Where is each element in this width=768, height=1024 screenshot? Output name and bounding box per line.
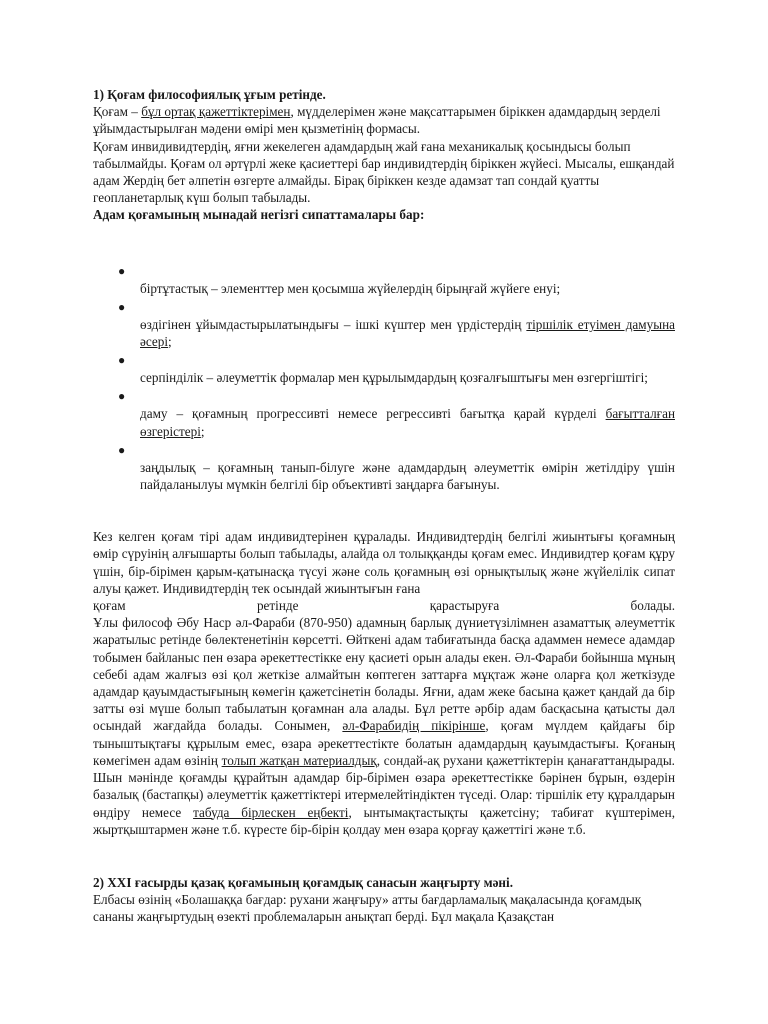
- joint-labor-link[interactable]: табуда бірлескен еңбекті: [193, 804, 349, 820]
- list-item-text: [140, 442, 675, 493]
- section1-subheading: Адам қоғамының мынадай негізгі сипаттамалары бар:: [93, 207, 425, 223]
- bullet-text: серпінділік – әлеуметтік формалар мен құрылымдардың қозғалғыштығы мен өзгергіштігі;: [140, 370, 648, 386]
- spacer: [93, 838, 675, 874]
- list-item: [93, 263, 675, 297]
- list-item: [93, 442, 675, 493]
- section1-paragraph-1: [93, 103, 675, 137]
- bullet-icon: ●: [118, 263, 126, 278]
- list-item-text: [140, 299, 675, 350]
- list-item: [93, 352, 675, 386]
- spacer: [93, 493, 675, 528]
- body-paragraph-a: Кез келген қоғам тірі адам индивидтерінен құралады. Индивидтердің белгілі жиынтығы қоғамның өмір сүруінің алғышарты болып табылады, алайда ол толыққанды қоғам емес. Индивидтер қоғам құру үшін, бір-бірімен қарым-қатынасқа түсуі және соль қоғамның өзі орнықтылық және жүйелілік сипат алуы қажет. Индивидтердің тек осындай жиынтығын ғана: [93, 529, 675, 596]
- body-c-text: Ұлы философ Әбу Наср әл-Фараби (870-950) адамның барлық дүниетүзілімнен азаматтық әлеуметтік жаратылыс ретінде бөлектенетінін көрсетті. Өйткені адам табиғатында басқа адаммен немесе адамдар тобымен байланыс пен өзара әрекеттестікке ену қасиеті орын алады екен. Әл-Фараби бойынша мұның себебі адам жалғыз өзі қол жеткізе алмайтын көптеген заттарға мұқтаж және оларға қол жеткізуде адамдар қауымдастығының көмегін қажетсінетін болады. Яғни, адам жеке басына қажет қандай да бір затты өзі мүше болып табылатын қоғамнан ала алады. Бұл ретте әрбір адам басқасына қатысты дәл осындай жағдайда болады. Сонымен,: [93, 615, 675, 734]
- body-paragraph-c: [93, 614, 675, 838]
- bullet-link[interactable]: тіршілік етуімен дамуына әсері: [140, 316, 675, 350]
- body-c-text-3: , сондай-ақ рухани қажеттіктерін қанағаттандырады. Шын мәнінде қоғамды құрайтын адамдар бір-бірімен өзара әрекеттестікке бәрінен бұрын, өздерін базалық (бастапқы) әлеуметтік қажеттіктері итермелейтіндіктен түседі. Олар: тіршілік ету құралдарын өндіру немесе: [93, 752, 675, 820]
- p1-rest: , мүдделерімен және мақсаттарымен біріккен адамдардың зерделі ұйымдастырылған мәдени өмірі мен қызметінің формасы.: [93, 104, 661, 137]
- bullet-icon: ●: [118, 353, 126, 368]
- p1-prefix: Қоғам –: [93, 104, 142, 120]
- list-item-text: [140, 388, 675, 439]
- section2-paragraph-1: Елбасы өзінің «Болашаққа бағдар: рухани жаңғыру» атты бағдарламалық мақаласында қоғамдық сананы жаңғыртудың өзекті проблемаларын анықтап берді. Бұл мақала Қазақстан: [93, 892, 642, 925]
- list-item-text: [140, 263, 675, 297]
- section1-title: 1) Қоғам философиялық ұғым ретінде.: [93, 87, 326, 102]
- material-needs-link[interactable]: толып жатқан материалдық: [221, 752, 377, 768]
- bullet-tail: ;: [167, 334, 172, 350]
- bullet-icon: ●: [118, 389, 126, 404]
- bullet-text: заңдылық – қоғамның танып-білуге және адамдардың әлеуметтік өмірін жетілдіру үшін пайдаланылуы мүмкін белгілі бір объективті заңдарға бағынуы.: [140, 459, 675, 493]
- p1-link[interactable]: бұл ортақ қажеттіктерімен: [141, 104, 291, 120]
- bullet-icon: ●: [118, 442, 126, 457]
- list-item: [93, 388, 675, 439]
- bullet-tail: ;: [200, 423, 205, 439]
- document-page: [93, 86, 675, 926]
- body-c-text-4: , ынтымақтастықты қажетсіну; табиғат күштерімен, жыртқыштармен және т.б. күресте бір-бірін қолдау мен өзара қорғау қажеттігі және т.б.: [93, 804, 675, 837]
- bullet-text: даму – қоғамның прогрессивті немесе регрессивті бағытқа қарай күрделі: [140, 406, 606, 422]
- characteristics-list: [93, 263, 675, 494]
- list-item-text: [140, 352, 675, 386]
- list-item: [93, 299, 675, 350]
- bullet-link[interactable]: бағытталған өзгерістері: [140, 406, 675, 439]
- body-paragraph-b: қоғам ретінде қарастыруға болады.: [93, 598, 675, 614]
- bullet-icon: ●: [118, 299, 126, 314]
- body-c-text-2: , қоғам мүлдем қайдағы бір тыныштықтағы құрылым емес, өзара әрекеттестікте болатын адамдардың қауымдастығы. Қоғаның көмегімен адам өзінің: [93, 718, 675, 768]
- bullet-text: біртұтастық – элементтер мен қосымша жүйелердің бірыңғай жүйеге енуі;: [140, 280, 561, 296]
- section1-paragraph-2: Қоғам инвидивидтердің, яғни жекелеген адамдардың жай ғана механикалық қосындысы болып табылмайды. Қоғам ол әртүрлі жеке қасиеттері бар индивидтердің біріккен жүйесі. Мысалы, ешқандай адам Жердің бет әлпетін өзгерте алмайды. Бірақ біріккен кезде адамзат тап сондай қуатты геопланетарлық күш болып табылады.: [93, 138, 675, 206]
- section2-title: 2) XXI ғасырды қазақ қоғамының қоғамдық санасын жаңғырту мәні.: [93, 874, 513, 890]
- bullet-text: өздігінен ұйымдастырылатындығы – ішкі күштер мен үрдістердің: [140, 316, 527, 332]
- farabi-opinion-link[interactable]: әл-Фарабидің пікірінше: [342, 718, 486, 734]
